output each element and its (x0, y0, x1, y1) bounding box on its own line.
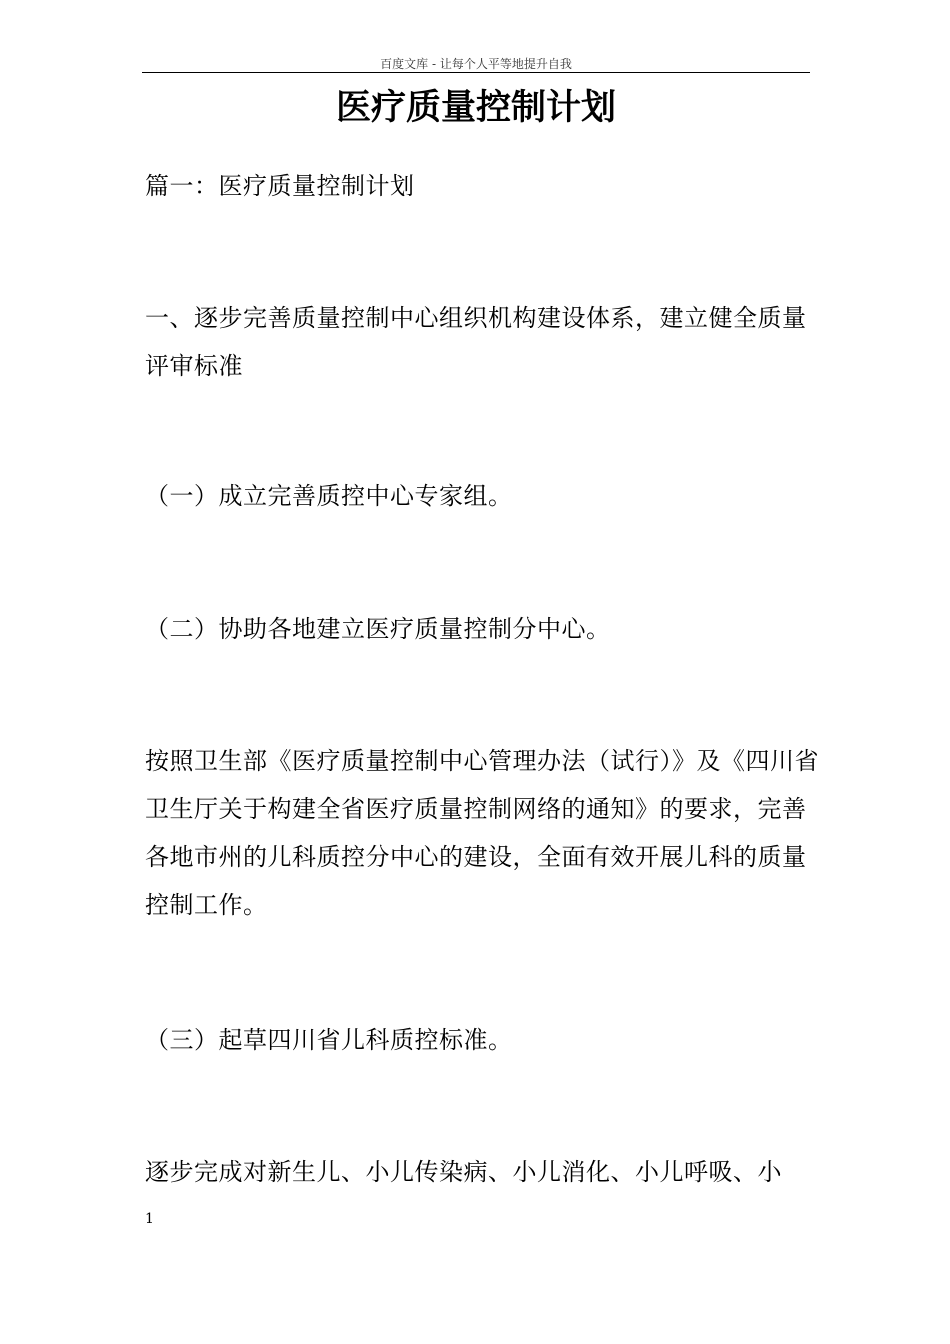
paragraph-6: 逐步完成对新生儿、小儿传染病、小儿消化、小儿呼吸、小 (145, 1158, 782, 1186)
paragraph-5: （三）起草四川省儿科质控标准。 (145, 1026, 513, 1054)
page-number: 1 (145, 1211, 154, 1227)
paragraph-2: （一）成立完善质控中心专家组。 (145, 482, 513, 510)
paragraph-4: 按照卫生部《医疗质量控制中心管理办法（试行）》及《四川省卫生厅关于构建全省医疗质量控制网络的通知》的要求，完善各地市州的儿科质控分中心的建设，全面有效开展儿科的质量控制工作。 (145, 747, 819, 919)
header-divider (142, 72, 810, 73)
section-heading: 篇一：医疗质量控制计划 (145, 172, 415, 200)
document-title: 医疗质量控制计划 (335, 87, 616, 128)
page-header: 百度文库 - 让每个人平等地提升自我 (380, 57, 572, 71)
paragraph-3: （二）协助各地建立医疗质量控制分中心。 (145, 615, 611, 643)
paragraph-1: 一、逐步完善质量控制中心组织机构建设体系，建立健全质量评审标准 (145, 304, 807, 380)
